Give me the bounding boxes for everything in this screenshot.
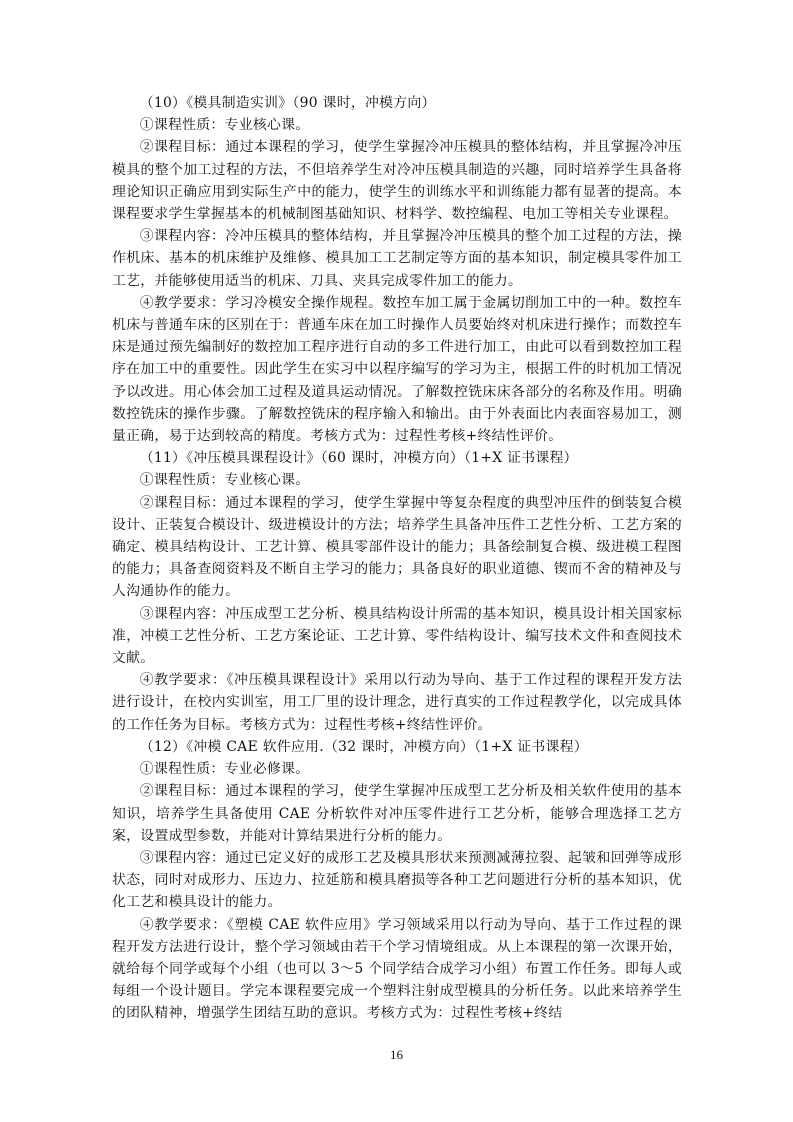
teaching-requirements-paragraph: ④教学要求：学习冷模安全操作规程。数控车加工属于金属切削加工中的一种。数控车机床与普通车床的区别在于：普通车床在加工时操作人员要始终对机床进行操作；而数控车床是通过预先编制好的数控加工程序进行自动的多工件进行加工，由此可以看到数控加工程序在加工中的重要性。因此学生在实习中以程序编写的学习为主，根据工件的时机加工情况予以改进。用心体会加工过程及道具运动情况。了解数控铣床床各部分的名称及作用。明确数控铣床的操作步骤。了解数控铣床的程序输入和输出。由于外表面比内表面容易加工，测量正确，易于达到较高的精度。考核方式为：过程性考核+终结性评价。 xyxy=(112,294,682,445)
course-heading-12: （12）《冲模 CAE 软件应用.（32 课时，冲模方向）（1+X 证书课程） xyxy=(139,738,588,755)
page-number: 16 xyxy=(390,1047,403,1062)
course-content-paragraph: ③课程内容：通过已定义好的成形工艺及模具形状来预测减薄拉裂、起皱和回弹等成形状态，同时对成形力、压边力、拉延筋和模具磨损等各种工艺问题进行分析的基本知识，优化工艺和模具设计的能力。 xyxy=(112,849,682,911)
course-nature-paragraph: ①课程性质：专业核心课。 xyxy=(139,472,310,489)
teaching-requirements-paragraph: ④教学要求：《冲压模具课程设计》采用以行动为导向、基于工作过程的课程开发方法进行设计，在校内实训室，用工厂里的设计理念，进行真实的工作过程教学化，以完成具体的工作任务为目标。考核方式为：过程性考核+终结性评价。 xyxy=(112,672,682,733)
course-objective-paragraph: ②课程目标：通过本课程的学习，使学生掌握冷冲压模具的整体结构，并且掌握冷冲压模具的整个加工过程的方法，不但培养学生对冷冲压模具制造的兴趣，同时培养学生具备将理论知识正确应用到实际生产中的能力，使学生的训练水平和训练能力都有显著的提高。本课程要求学生掌握基本的机械制图基础知识、材料学、数控编程、电加工等相关专业课程。 xyxy=(112,139,682,223)
course-content-paragraph: ③课程内容：冷冲压模具的整体结构，并且掌握冷冲压模具的整个加工过程的方法，操作机床、基本的机床维护及维修、模具加工工艺制定等方面的基本知识，制定模具零件加工工艺，并能够使用适当的机床、刀具、夹具完成零件加工的能力。 xyxy=(112,228,682,289)
course-nature-paragraph: ①课程性质：专业核心课。 xyxy=(139,117,310,134)
teaching-requirements-paragraph: ④教学要求：《塑模 CAE 软件应用》学习领域采用以行动为导向、基于工作过程的课程开发方法进行设计，整个学习领域由若干个学习情境组成。从上本课程的第一次课开始，就给每个同学或每个小组（也可以 3～5 个同学结合成学习小组）布置工作任务。即每人或每组一个设计题目。学完本课程要完成一个塑料注射成型模具的分析任务。以此来培养学生的团队精神，增强学生团结互助的意识。考核方式为：过程性考核+终结 xyxy=(112,916,682,1022)
document-body xyxy=(112,92,682,1025)
course-content-paragraph: ③课程内容：冲压成型工艺分析、模具结构设计所需的基本知识，模具设计相关国家标准，冲模工艺性分析、工艺方案论证、工艺计算、零件结构设计、编写技术文件和查阅技术文献。 xyxy=(112,605,682,667)
course-heading-11: （11）《冲压模具课程设计》（60 课时，冲模方向）（1+X 证书课程） xyxy=(139,450,578,467)
course-nature-paragraph: ①课程性质：专业必修课。 xyxy=(139,761,310,778)
course-heading-10: （10）《模具制造实训》（90 课时，冲模方向） xyxy=(139,95,436,111)
course-objective-paragraph: ②课程目标：通过本课程的学习，使学生掌握中等复杂程度的典型冲压件的倒装复合模设计、正装复合模设计、级进模设计的方法；培养学生具备冲压件工艺性分析、工艺方案的确定、模具结构设计、工艺计算、模具零部件设计的能力；具备绘制复合模、级进模工程图的能力；具备查阅资料及不断自主学习的能力；具备良好的职业道德、锲而不舍的精神及与人沟通协作的能力。 xyxy=(112,494,682,600)
course-objective-paragraph: ②课程目标：通过本课程的学习，使学生掌握冲压成型工艺分析及相关软件使用的基本知识，培养学生具备使用 CAE 分析软件对冲压零件进行工艺分析，能够合理选择工艺方案，设置成型参数，并能对计算结果进行分析的能力。 xyxy=(112,783,682,844)
